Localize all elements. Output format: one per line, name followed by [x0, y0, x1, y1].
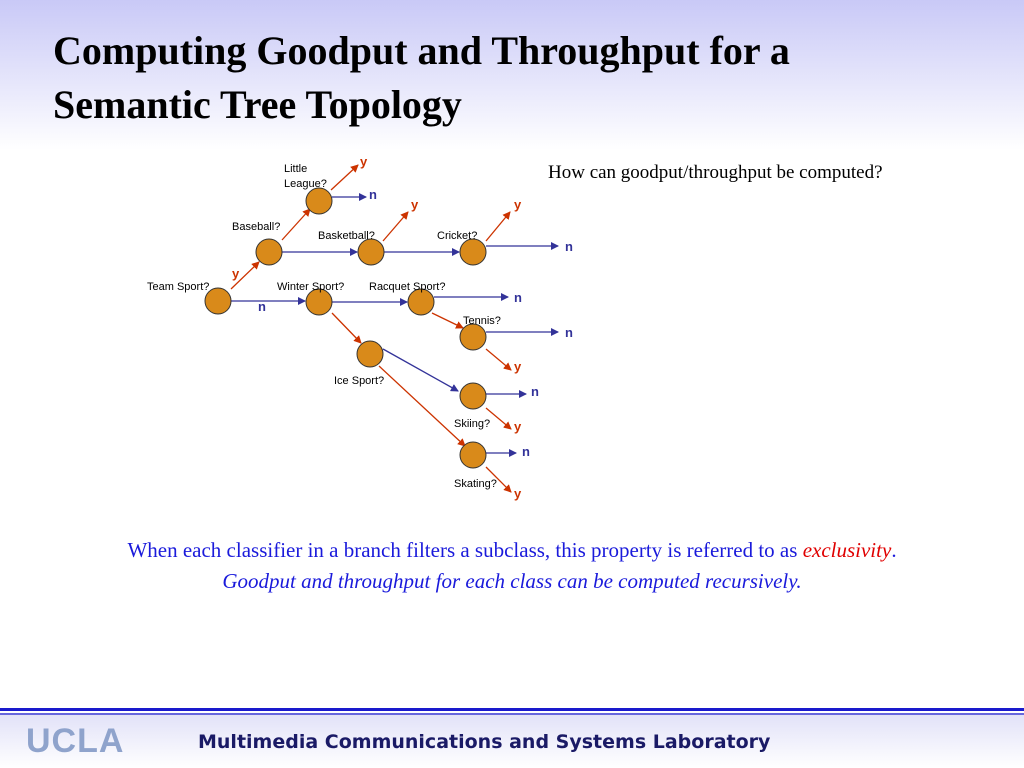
no-label: n — [369, 187, 377, 202]
title-line-1: Computing Goodput and Throughput for a — [53, 28, 790, 73]
lab-name: Multimedia Communications and Systems Laboratory — [198, 731, 771, 753]
footer-rule — [0, 708, 1024, 711]
yes-label: y — [514, 197, 522, 212]
statement-part-1: When each classifier in a branch filters a subclass, this property is referred to as — [127, 538, 803, 562]
yes-label: y — [411, 197, 419, 212]
label-skiing: Skiing? — [454, 418, 491, 430]
no-label: n — [565, 239, 573, 254]
label-ice-sport: Ice Sport? — [334, 375, 385, 387]
label-baseball: Baseball? — [232, 221, 281, 233]
label-little-league-1: Little — [284, 163, 308, 175]
label-basketball: Basketball? — [318, 230, 375, 242]
yes-label: y — [360, 154, 368, 169]
node-tennis — [460, 324, 486, 350]
no-edges — [231, 197, 558, 453]
label-little-league-2: League? — [284, 178, 327, 190]
edge-winter-ice — [332, 313, 361, 343]
node-ice-sport — [357, 341, 383, 367]
node-skating — [460, 442, 486, 468]
edge-littleleague-yes — [331, 165, 358, 190]
yes-label: y — [232, 266, 240, 281]
no-label: n — [258, 299, 266, 314]
node-baseball — [256, 239, 282, 265]
statement-part-2: . — [891, 538, 897, 562]
node-basketball — [358, 239, 384, 265]
label-skating: Skating? — [454, 478, 497, 490]
label-tennis: Tennis? — [463, 315, 501, 327]
no-label: n — [565, 325, 573, 340]
ucla-logo: UCLA — [26, 722, 125, 760]
edge-racquet-tennis — [432, 313, 463, 328]
edge-basketball-yes — [383, 212, 408, 241]
exclusivity-statement — [0, 535, 1024, 597]
question-text: How can goodput/throughput be computed? — [548, 162, 883, 183]
edge-ice-skating — [379, 366, 465, 446]
node-skiing — [460, 383, 486, 409]
yes-label: y — [514, 359, 522, 374]
no-label: n — [514, 290, 522, 305]
edge-cricket-yes — [486, 212, 510, 241]
label-cricket: Cricket? — [437, 230, 478, 242]
no-label: n — [522, 444, 530, 459]
yes-label: y — [514, 486, 522, 501]
edge-baseball-littleleague — [282, 209, 310, 240]
no-label: n — [531, 384, 539, 399]
statement-emphasis: exclusivity — [802, 538, 892, 562]
label-winter-sport: Winter Sport? — [277, 281, 345, 293]
node-cricket — [460, 239, 486, 265]
yes-label: y — [514, 419, 522, 434]
label-team-sport: Team Sport? — [147, 281, 210, 293]
node-little-league — [306, 188, 332, 214]
edge-ice-skiing — [383, 349, 458, 391]
label-racquet-sport: Racquet Sport? — [369, 281, 446, 293]
title-line-2: Semantic Tree Topology — [53, 82, 462, 127]
edge-tennis-yes — [486, 349, 511, 370]
statement-line-2: Goodput and throughput for each class can be computed recursively. — [222, 569, 802, 593]
